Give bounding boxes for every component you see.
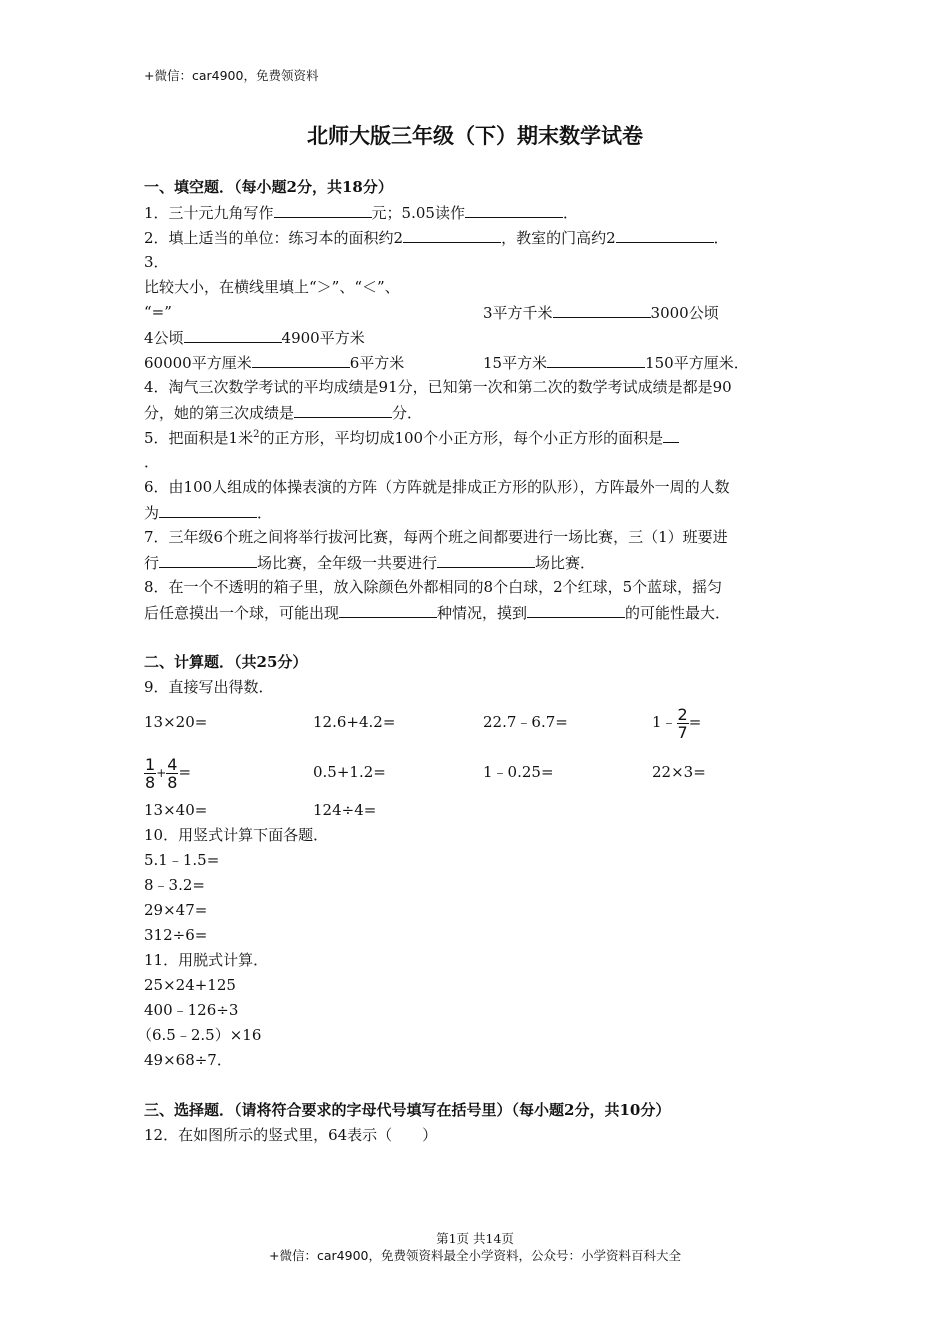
footer-watermark: +微信：car4900，免费领资料最全小学资料，公众号：小学资料百科大全 — [269, 1248, 681, 1263]
mental-math-item: 1﹣0.25= — [483, 763, 554, 781]
answer-blank[interactable] — [159, 552, 257, 568]
question-11-title: 11．用脱式计算． — [144, 951, 269, 969]
page-number: 第1页 共14页 — [436, 1231, 514, 1246]
question-12: 12．在如图所示的竖式里，64表示（ ） — [144, 1126, 438, 1144]
question-6-line-2: 为 ． — [144, 504, 273, 522]
question-3-number: 3． — [144, 253, 169, 271]
mental-math-item: 22.7﹣6.7= — [483, 713, 568, 731]
section-heading-fill-blank: 一、填空题．（每小题2分，共18分） — [144, 178, 393, 196]
question-3-item: 4公顷 4900平方米 — [144, 329, 365, 347]
answer-blank[interactable] — [403, 227, 501, 243]
vertical-calc-item: 29×47= — [144, 901, 208, 919]
answer-blank[interactable] — [547, 352, 645, 368]
fraction: $\frac{2}{7}$ — [677, 704, 688, 742]
answer-blank[interactable] — [437, 552, 535, 568]
question-3-instruction: 比较大小，在横线里填上“＞”、“＜”、 — [144, 278, 400, 296]
question-10-title: 10．用竖式计算下面各题． — [144, 826, 329, 844]
question-3-item: 60000平方厘米 6平方米 — [144, 354, 405, 372]
step-calc-item: （6.5﹣2.5）×16 — [137, 1026, 262, 1044]
fraction: $\frac{4}{8}$ — [167, 754, 178, 792]
mental-math-item: 0.5+1.2= — [313, 763, 386, 781]
question-3-instruction-cont: “=” — [144, 303, 172, 321]
mental-math-item: 12.6+4.2= — [313, 713, 396, 731]
header-watermark: +微信：car4900，免费领资料 — [144, 68, 319, 83]
question-7-line-1: 7．三年级6个班之间将举行拔河比赛，每两个班之间都要进行一场比赛，三（1）班要进 — [144, 528, 728, 546]
answer-blank[interactable] — [294, 402, 392, 418]
section-heading-multiple-choice: 三、选择题．（请将符合要求的字母代号填写在括号里）（每小题2分，共10分） — [144, 1101, 671, 1119]
mental-math-item: $\frac{1}{8}$ + $\frac{4}{8}$ = — [145, 754, 192, 792]
vertical-calc-item: 8﹣3.2= — [144, 876, 205, 894]
question-5-line-2: ． — [144, 453, 160, 471]
question-4-line-2: 分，她的第三次成绩是 分． — [144, 404, 423, 422]
answer-blank[interactable] — [616, 227, 714, 243]
answer-blank[interactable] — [663, 427, 679, 443]
answer-blank[interactable] — [553, 302, 651, 318]
answer-blank[interactable] — [274, 202, 372, 218]
answer-blank[interactable] — [339, 602, 437, 618]
vertical-calc-item: 5.1﹣1.5= — [144, 851, 220, 869]
mental-math-item: 13×40= — [144, 801, 208, 819]
question-1: 1．三十元九角写作 元；5.05读作 ． — [144, 204, 578, 222]
mental-math-item: 13×20= — [144, 713, 208, 731]
question-4-line-1: 4．淘气三次数学考试的平均成绩是91分，已知第一次和第二次的数学考试成绩是都是90 — [144, 378, 732, 396]
question-6-line-1: 6．由100人组成的体操表演的方阵（方阵就是排成正方形的队形），方阵最外一周的人数 — [144, 478, 730, 496]
answer-blank[interactable] — [465, 202, 563, 218]
question-2: 2．填上适当的单位：练习本的面积约2 ，教室的门高约2 ． — [144, 229, 729, 247]
mental-math-item: 124÷4= — [313, 801, 377, 819]
mental-math-item: 22×3= — [652, 763, 706, 781]
fraction: $\frac{1}{8}$ — [145, 754, 156, 792]
vertical-calc-item: 312÷6= — [144, 926, 208, 944]
question-9-title: 9．直接写出得数． — [144, 678, 274, 696]
question-3-item: 3平方千米 3000公顷 — [483, 304, 719, 322]
answer-blank[interactable] — [184, 327, 282, 343]
answer-blank[interactable] — [159, 502, 257, 518]
section-heading-calculation: 二、计算题．（共25分） — [144, 653, 308, 671]
mental-math-item: 1﹣ $\frac{2}{7}$ = — [652, 704, 702, 742]
page-title: 北师大版三年级（下）期末数学试卷 — [307, 123, 643, 148]
answer-blank[interactable] — [252, 352, 350, 368]
step-calc-item: 25×24+125 — [144, 976, 236, 994]
question-3-item: 15平方米 150平方厘米． — [483, 354, 749, 372]
question-8-line-2: 后任意摸出一个球，可能出现 种情况，摸到 的可能性最大． — [144, 604, 731, 622]
step-calc-item: 400﹣126÷3 — [144, 1001, 239, 1019]
question-8-line-1: 8．在一个不透明的箱子里，放入除颜色外都相同的8个白球，2个红球，5个蓝球，摇匀 — [144, 578, 723, 596]
step-calc-item: 49×68÷7． — [144, 1051, 232, 1069]
answer-blank[interactable] — [527, 602, 625, 618]
question-7-line-2: 行 场比赛，全年级一共要进行 场比赛． — [144, 554, 596, 572]
question-5-line-1: 5．把面积是1米$^2$的正方形，平均切成100个小正方形，每个小正方形的面积是 — [144, 427, 679, 448]
